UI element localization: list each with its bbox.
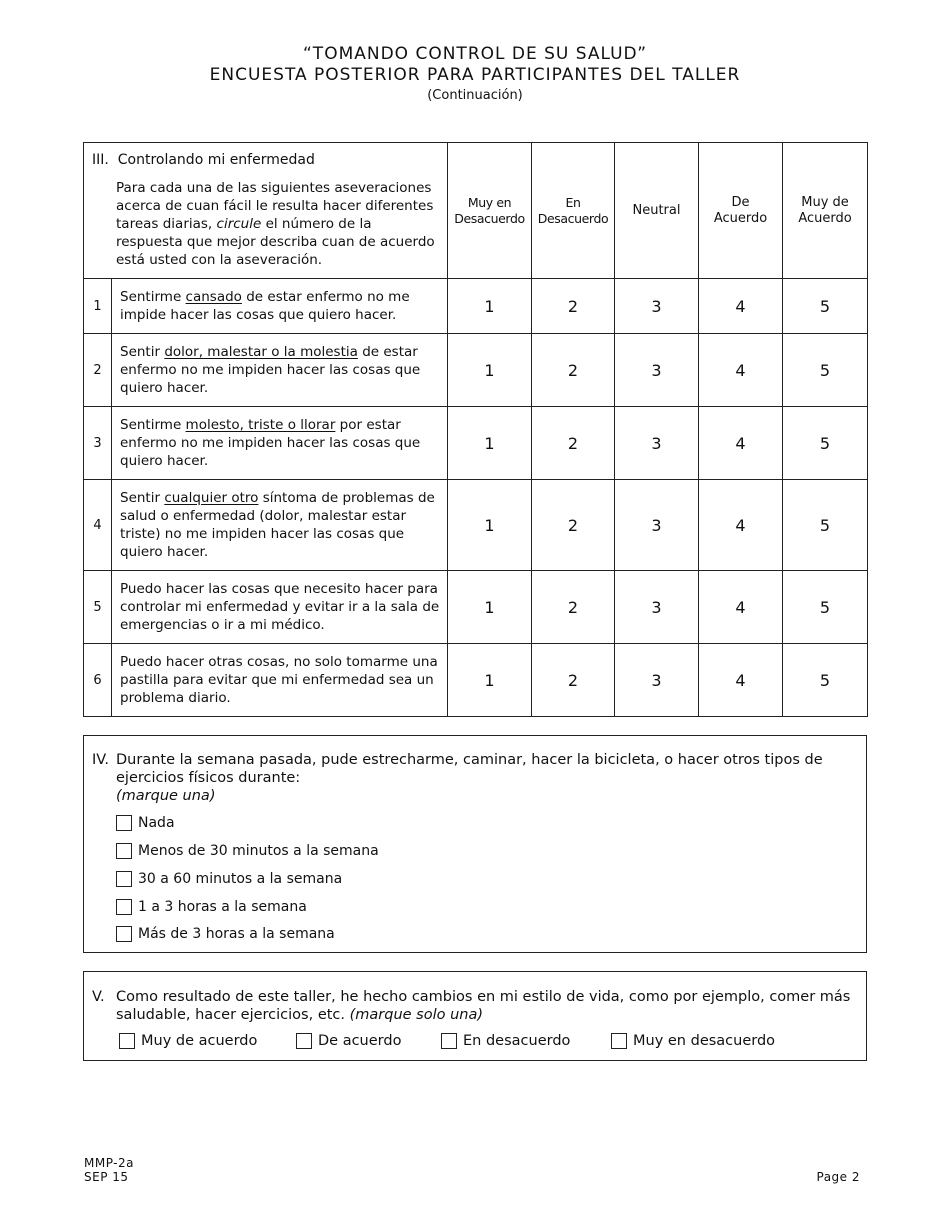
checkbox[interactable] xyxy=(116,871,132,887)
rating-option[interactable]: 4 xyxy=(699,480,783,571)
section-5-number: V. xyxy=(92,989,105,1005)
table-row xyxy=(84,407,868,480)
section-5-instruction: (marque solo una) xyxy=(349,1007,484,1023)
page-header xyxy=(0,44,950,104)
rating-option[interactable]: 2 xyxy=(532,480,615,571)
rating-option[interactable]: 2 xyxy=(532,407,615,480)
checkbox[interactable] xyxy=(116,843,132,859)
statement: Sentirme cansado de estar enfermo no me impide hacer las cosas que quiero hacer. xyxy=(112,279,448,334)
option-30-60-min[interactable]: 30 a 60 minutos a la semana xyxy=(116,871,342,887)
rating-option[interactable]: 1 xyxy=(448,334,532,407)
survey-subtitle: ENCUESTA POSTERIOR PARA PARTICIPANTES DEL TALLER xyxy=(209,65,741,85)
column-header-strongly-agree: Muy de Acuerdo xyxy=(783,143,868,279)
statement: Sentir cualquier otro síntoma de problemas de salud o enfermedad (dolor, malestar estar triste) no me impiden hacer las cosas que quiero hacer. xyxy=(112,480,448,571)
column-header-strongly-disagree: Muy en Desacuerdo xyxy=(448,143,532,279)
row-number: 5 xyxy=(84,571,112,644)
checkbox[interactable] xyxy=(116,899,132,915)
section-3-table xyxy=(83,142,868,717)
option-none[interactable]: Nada xyxy=(116,815,175,831)
continuation-label: (Continuación) xyxy=(427,88,523,103)
table-row xyxy=(84,571,868,644)
checkbox[interactable] xyxy=(119,1033,135,1049)
checkbox[interactable] xyxy=(296,1033,312,1049)
rating-option[interactable]: 2 xyxy=(532,644,615,717)
checkbox[interactable] xyxy=(116,926,132,942)
table-row xyxy=(84,480,868,571)
option-disagree[interactable]: En desacuerdo xyxy=(441,1033,570,1049)
rating-option[interactable]: 5 xyxy=(783,279,868,334)
rating-option[interactable]: 3 xyxy=(615,480,699,571)
section-3-instructions: Para cada una de las siguientes aseveraciones acerca de cuan fácil le resulta hacer diferentes tareas diarias, circule el número de la respuesta que mejor describa cuan de acuerdo está usted con la aseveración. xyxy=(116,180,435,268)
rating-option[interactable]: 3 xyxy=(615,407,699,480)
row-number: 4 xyxy=(84,480,112,571)
section-4-number: IV. xyxy=(92,752,109,768)
rating-option[interactable]: 1 xyxy=(448,571,532,644)
rating-option[interactable]: 4 xyxy=(699,334,783,407)
table-row xyxy=(84,334,868,407)
statement: Puedo hacer las cosas que necesito hacer para controlar mi enfermedad y evitar ir a la sala de emergencias o ir a mi médico. xyxy=(112,571,448,644)
section-4-instruction: (marque una) xyxy=(116,788,216,804)
option-agree[interactable]: De acuerdo xyxy=(296,1033,401,1049)
option-under-30-min[interactable]: Menos de 30 minutos a la semana xyxy=(116,843,379,859)
rating-option[interactable]: 3 xyxy=(615,334,699,407)
section-5-box xyxy=(83,971,867,1061)
rating-option[interactable]: 2 xyxy=(532,571,615,644)
option-strongly-agree[interactable]: Muy de acuerdo xyxy=(119,1033,257,1049)
section-4-box xyxy=(83,735,867,953)
rating-option[interactable]: 5 xyxy=(783,571,868,644)
survey-title: “TOMANDO CONTROL DE SU SALUD” xyxy=(303,44,647,64)
column-header-disagree: En Desacuerdo xyxy=(532,143,615,279)
rating-option[interactable]: 2 xyxy=(532,279,615,334)
rating-option[interactable]: 1 xyxy=(448,407,532,480)
rating-option[interactable]: 4 xyxy=(699,279,783,334)
table-row xyxy=(84,644,868,717)
rating-option[interactable]: 3 xyxy=(615,279,699,334)
table-row xyxy=(84,279,868,334)
column-header-neutral: Neutral xyxy=(615,143,699,279)
rating-option[interactable]: 1 xyxy=(448,644,532,717)
form-date: SEP 15 xyxy=(84,1170,129,1184)
rating-option[interactable]: 5 xyxy=(783,407,868,480)
option-over-3-hours[interactable]: Más de 3 horas a la semana xyxy=(116,926,335,942)
column-header-agree: De Acuerdo xyxy=(699,143,783,279)
checkbox[interactable] xyxy=(441,1033,457,1049)
section-4-question: Durante la semana pasada, pude estrecharme, caminar, hacer la bicicleta, o hacer otros tipos de ejercicios físicos durante: xyxy=(116,752,823,786)
rating-option[interactable]: 2 xyxy=(532,334,615,407)
option-1-3-hours[interactable]: 1 a 3 horas a la semana xyxy=(116,899,307,915)
rating-option[interactable]: 5 xyxy=(783,644,868,717)
section-3-header xyxy=(84,143,448,279)
option-strongly-disagree[interactable]: Muy en desacuerdo xyxy=(611,1033,775,1049)
row-number: 2 xyxy=(84,334,112,407)
rating-option[interactable]: 4 xyxy=(699,644,783,717)
rating-option[interactable]: 3 xyxy=(615,571,699,644)
statement: Puedo hacer otras cosas, no solo tomarme una pastilla para evitar que mi enfermedad sea un problema diario. xyxy=(112,644,448,717)
form-id: MMP-2a xyxy=(84,1156,134,1170)
statement: Sentirme molesto, triste o llorar por estar enfermo no me impiden hacer las cosas que quiero hacer. xyxy=(112,407,448,480)
section-3-number: III. xyxy=(92,152,109,168)
row-number: 3 xyxy=(84,407,112,480)
rating-option[interactable]: 5 xyxy=(783,480,868,571)
rating-option[interactable]: 4 xyxy=(699,571,783,644)
row-number: 6 xyxy=(84,644,112,717)
checkbox[interactable] xyxy=(611,1033,627,1049)
rating-option[interactable]: 4 xyxy=(699,407,783,480)
rating-option[interactable]: 1 xyxy=(448,480,532,571)
rating-option[interactable]: 1 xyxy=(448,279,532,334)
row-number: 1 xyxy=(84,279,112,334)
checkbox[interactable] xyxy=(116,815,132,831)
section-5-question: Como resultado de este taller, he hecho cambios en mi estilo de vida, como por ejemplo, comer más saludable, hacer ejercicios, etc. xyxy=(116,989,851,1023)
footer-left xyxy=(84,1156,134,1184)
rating-option[interactable]: 3 xyxy=(615,644,699,717)
page-number: Page 2 xyxy=(816,1170,860,1184)
section-3-title: Controlando mi enfermedad xyxy=(117,152,315,168)
statement: Sentir dolor, malestar o la molestia de estar enfermo no me impiden hacer las cosas que quiero hacer. xyxy=(112,334,448,407)
rating-option[interactable]: 5 xyxy=(783,334,868,407)
